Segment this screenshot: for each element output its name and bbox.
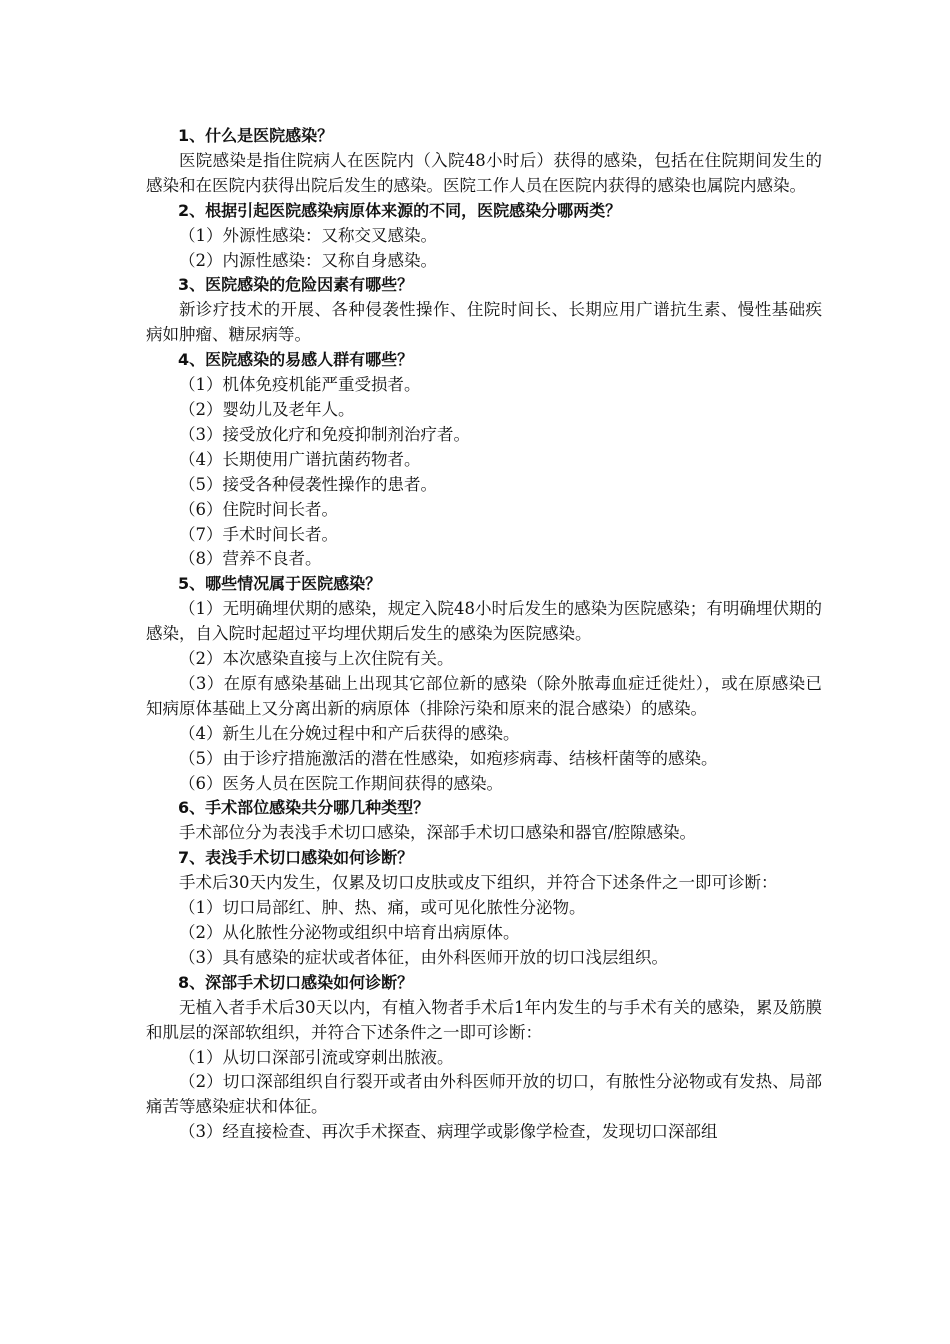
list-item: （3）接受放化疗和免疫抑制剂治疗者。: [179, 424, 470, 444]
list-item: （2）婴幼儿及老年人。: [179, 399, 355, 419]
list-item: （1）外源性感染：又称交叉感染。: [179, 225, 437, 245]
document-body: [146, 124, 822, 1145]
list-item: （2）从化脓性分泌物或组织中培育出病原体。: [179, 923, 520, 942]
list-item: （2）内源性感染：又称自身感染。: [179, 250, 437, 270]
paragraph: 手术部位分为表浅手术切口感染，深部手术切口感染和器官/腔隙感染。: [179, 823, 697, 843]
list-item: （1）机体免疫机能严重受损者。: [179, 375, 421, 395]
question-heading: 5、哪些情况属于医院感染？: [178, 574, 382, 594]
list-item: （5）接受各种侵袭性操作的患者。: [179, 474, 437, 494]
question-heading: 7、表浅手术切口感染如何诊断？: [178, 848, 414, 868]
list-item: （3）经直接检查、再次手术探查、病理学或影像学检查，发现切口深部组: [179, 1122, 718, 1142]
list-item: （2）本次感染直接与上次住院有关。: [179, 649, 454, 669]
list-item: （1）切口局部红、肿、热、痛，或可见化脓性分泌物。: [179, 898, 586, 918]
paragraph: 无植入者手术后30天以内，有植入物者手术后1年内发生的与手术有关的感染，累及筋膜和肌层的深部软组织，并符合下述条件之一即可诊断：: [146, 997, 822, 1042]
list-item: （8）营养不良者。: [179, 549, 322, 569]
list-item: （4）新生儿在分娩过程中和产后获得的感染。: [179, 723, 520, 743]
question-heading: 8、深部手术切口感染如何诊断？: [178, 972, 414, 992]
paragraph: 手术后30天内发生，仅累及切口皮肤或皮下组织，并符合下述条件之一即可诊断：: [179, 873, 778, 893]
list-item: （4）长期使用广谱抗菌药物者。: [179, 449, 421, 469]
list-item: （6）住院时间长者。: [179, 499, 338, 519]
list-item: （6）医务人员在医院工作期间获得的感染。: [179, 773, 503, 793]
question-heading: 1、什么是医院感染？: [178, 126, 334, 145]
list-item: （1）从切口深部引流或穿刺出脓液。: [179, 1047, 454, 1067]
list-item: （3）具有感染的症状或者体征，由外科医师开放的切口浅层组织。: [179, 947, 668, 967]
question-heading: 3、医院感染的危险因素有哪些？: [178, 275, 414, 295]
paragraph: 新诊疗技术的开展、各种侵袭性操作、住院时间长、长期应用广谱抗生素、慢性基础疾病如肿瘤、糖尿病等。: [146, 300, 822, 345]
list-item: （7）手术时间长者。: [179, 524, 338, 544]
paragraph: （2）切口深部组织自行裂开或者由外科医师开放的切口，有脓性分泌物或有发热、局部痛苦等感染症状和体征。: [146, 1072, 822, 1117]
question-heading: 2、根据引起医院感染病原体来源的不同，医院感染分哪两类？: [178, 200, 622, 220]
list-item: （5）由于诊疗措施激活的潜在性感染，如疱疹病毒、结核杆菌等的感染。: [179, 748, 718, 768]
paragraph: 医院感染是指住院病人在医院内（入院48小时后）获得的感染，包括在住院期间发生的感染和在医院内获得出院后发生的感染。医院工作人员在医院内获得的感染也属院内感染。: [146, 150, 822, 195]
question-heading: 6、手术部位感染共分哪几种类型？: [178, 798, 430, 818]
paragraph: （1）无明确埋伏期的感染，规定入院48小时后发生的感染为医院感染；有明确埋伏期的感染，自入院时起超过平均埋伏期后发生的感染为医院感染。: [146, 599, 822, 644]
question-heading: 4、医院感染的易感人群有哪些？: [178, 350, 414, 370]
paragraph: （3）在原有感染基础上出现其它部位新的感染（除外脓毒血症迁徙灶），或在原感染已知病原体基础上又分离出新的病原体（排除污染和原来的混合感染）的感染。: [146, 673, 822, 718]
